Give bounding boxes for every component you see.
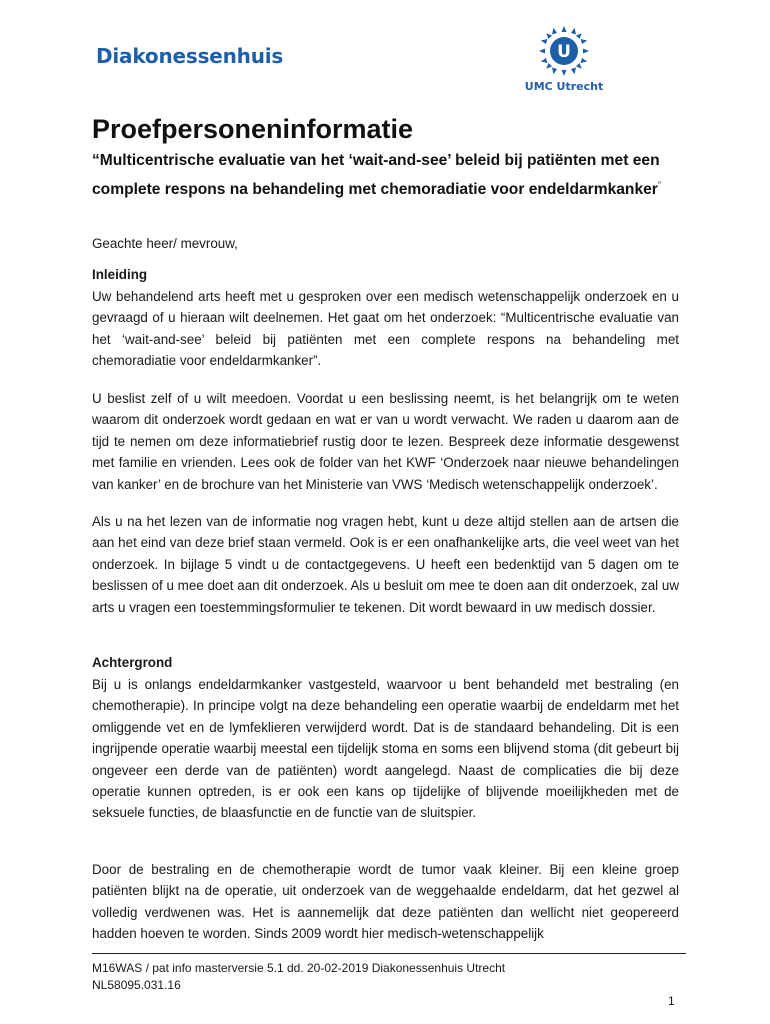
footer-reference: NL58095.031.16: [92, 978, 181, 992]
document-title: Proefpersoneninformatie: [92, 114, 414, 144]
greeting: Geachte heer/ mevrouw,: [92, 236, 238, 251]
heading-achtergrond: Achtergrond: [92, 655, 173, 670]
umc-emblem-letter: U: [557, 42, 571, 62]
footer: [92, 960, 505, 994]
intro-paragraph-3: Als u na het lezen van de informatie nog vragen hebt, kunt u deze altijd stellen aan de artsen die aan het eind van deze brief staan vermeld. Ook is er een onafhankelijke arts, die veel weet van het onderzoek. In bijlage 5 vindt u de contactgegevens. U heeft een bedenktijd van 5 dagen om te beslissen of u mee doet aan dit onderzoek. Als u besluit om mee te doen aan dit onderzoek, zal uw arts u vragen een toestemmingsformulier te tekenen. Dit wordt bewaard in uw medisch dossier.: [92, 514, 679, 615]
intro-paragraph-1: Uw behandelend arts heeft met u gesproken over een medisch wetenschappelijk onderzoek en u gevraagd of u hieraan wilt deelnemen. Het gaat om het onderzoek: “Multicentrische evaluatie van het ‘wait-and-see’ beleid bij patiënten met een complete respons na behandeling met chemoradiatie voor endeldarmkanker”.: [92, 289, 679, 369]
background-paragraph-1: Bij u is onlangs endeldarmkanker vastgesteld, waarvoor u bent behandeld met bestraling (en chemotherapie). In principe volgt na deze behandeling een operatie waarbij de endeldarm met het omliggende vet en de lymfeklieren verwijderd wordt. Dat is de standaard behandeling. Dit is een ingrijpende operatie waarbij meestal een tijdelijk stoma en soms een blijvend stoma (dit gebeurt bij ongeveer een derde van de patiënten) wordt aangelegd. Naast de complicaties die bij deze operatie kunnen optreden, is er ook een kans op tijdelijke of blijvende moeilijkheden met de seksuele functies, de blaasfunctie en de functie van de sluitspier.: [92, 677, 679, 821]
footer-divider: [92, 953, 686, 954]
diakonessenhuis-logo: Diakonessenhuis: [96, 44, 284, 68]
background-paragraph-2: Door de bestraling en de chemotherapie wordt de tumor vaak kleiner. Bij een kleine groep patiënten blijkt na de operatie, uit onderzoek van de weggehaalde endeldarm, dat het gezwel al volledig verdwenen was. Het is aannemelijk dat deze patiënten dan wellicht niet geopereerd hadden hoeven te worden. Sinds 2009 wordt hier medisch-wetenschappelijk: [92, 862, 679, 942]
footer-version: M16WAS / pat info masterversie 5.1 dd. 20-02-2019 Diakonessenhuis Utrecht: [92, 961, 506, 975]
heading-inleiding: Inleiding: [92, 267, 148, 282]
study-subtitle-text: “Multicentrische evaluatie van het ‘wait-and-see’ beleid bij patiënten met een complete respons na behandeling met chemoradiatie voor endeldarmkanker: [92, 152, 660, 199]
study-subtitle: [92, 148, 692, 202]
umc-utrecht-text: UMC Utrecht: [524, 80, 604, 93]
umc-utrecht-logo: [520, 24, 608, 93]
subtitle-closing-quote: ”: [657, 180, 661, 190]
page-number: 1: [668, 994, 675, 1008]
intro-paragraph-2: U beslist zelf of u wilt meedoen. Voordat u een beslissing neemt, is het belangrijk om te weten waarom dit onderzoek wordt gedaan en wat er van u wordt verwacht. We raden u daarom aan de tijd te nemen om deze informatiebrief rustig door te lezen. Bespreek deze informatie desgewenst met familie en vrienden. Lees ook de folder van het KWF ‘Onderzoek naar nieuwe behandelingen van kanker’ en de brochure van het Ministerie van VWS ‘Medisch wetenschappelijk onderzoek’.: [92, 391, 679, 492]
umc-emblem-icon: [537, 24, 591, 78]
